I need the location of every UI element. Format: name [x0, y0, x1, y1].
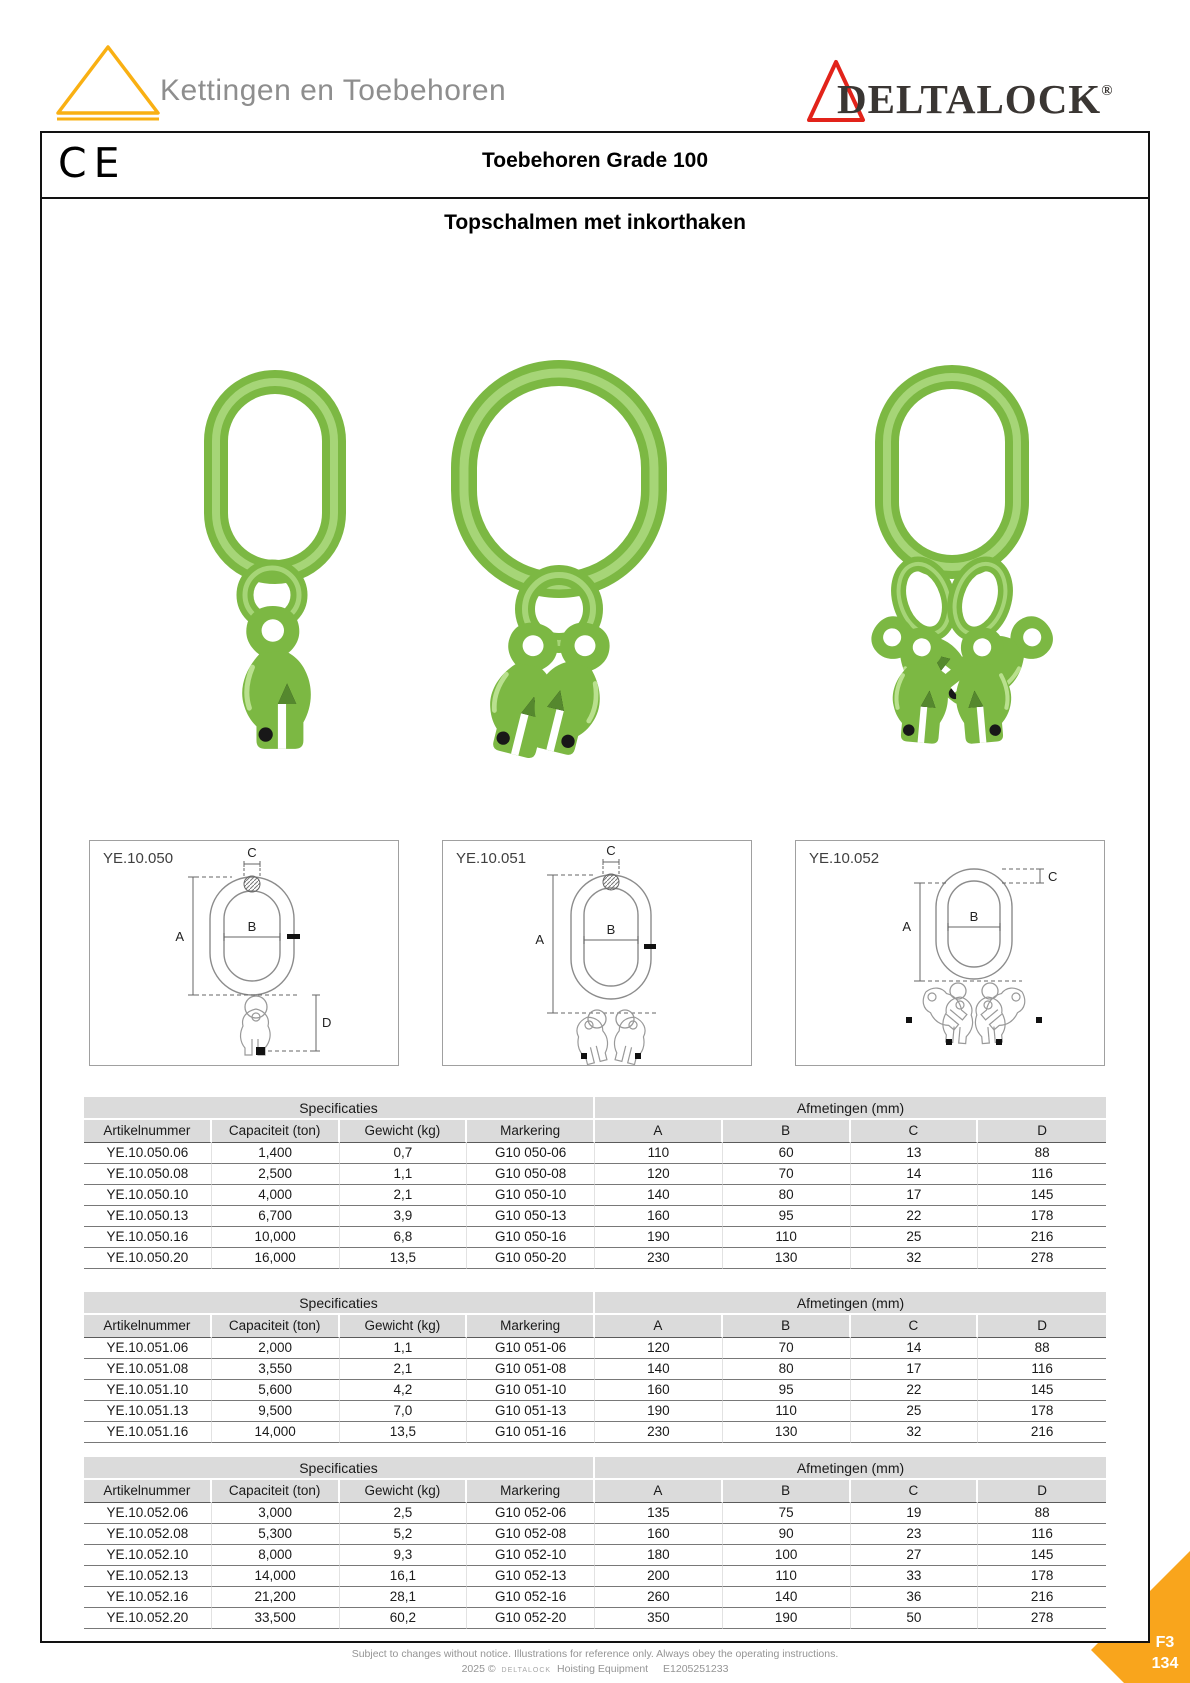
table-cell: 190	[595, 1227, 723, 1248]
table-cell: YE.10.051.16	[84, 1422, 212, 1443]
column-header-cell: Markering	[467, 1120, 595, 1143]
diagram-box-ye10051	[442, 840, 752, 1066]
table-cell: G10 051-16	[467, 1422, 595, 1443]
table-cell: 9,3	[340, 1545, 468, 1566]
table-cell: 110	[723, 1566, 851, 1587]
svg-text:A: A	[535, 932, 544, 947]
diagram-box-ye10050	[89, 840, 399, 1066]
table-cell: YE.10.052.16	[84, 1587, 212, 1608]
table-cell: 5,600	[212, 1380, 340, 1401]
svg-text:D: D	[322, 1015, 332, 1030]
table-cell: 17	[851, 1185, 979, 1206]
table-cell: 160	[595, 1206, 723, 1227]
table-cell: G10 051-06	[467, 1338, 595, 1359]
column-header-cell: B	[723, 1315, 851, 1338]
table-cell: 120	[595, 1164, 723, 1185]
table-cell: 6,700	[212, 1206, 340, 1227]
svg-text:C: C	[247, 845, 257, 860]
table-cell: 70	[723, 1164, 851, 1185]
table-cell: 1,1	[340, 1338, 468, 1359]
table-cell: G10 052-13	[467, 1566, 595, 1587]
table-cell: 2,000	[212, 1338, 340, 1359]
dimension-diagram	[796, 841, 1106, 1065]
table-cell: YE.10.052.13	[84, 1566, 212, 1587]
content-frame	[40, 131, 1150, 1643]
brand-name: DELTALOCK®	[837, 76, 1113, 122]
table-row	[84, 1608, 1106, 1629]
table-cell: 80	[723, 1359, 851, 1380]
table-row	[84, 1206, 1106, 1227]
table-cell: YE.10.052.08	[84, 1524, 212, 1545]
table-cell: 60	[723, 1143, 851, 1164]
column-header-cell: Artikelnummer	[84, 1315, 212, 1338]
diagram-label: YE.10.050	[103, 850, 174, 867]
product-photo-masterlink-four-hooks	[772, 337, 1152, 767]
table-cell: 116	[978, 1524, 1106, 1545]
column-header-cell: Gewicht (kg)	[340, 1480, 468, 1503]
diagram-label: YE.10.052	[809, 850, 880, 867]
svg-text:A: A	[902, 919, 911, 934]
table-cell: 230	[595, 1422, 723, 1443]
footer-copyright	[0, 1663, 1190, 1675]
table-cell: 88	[978, 1338, 1106, 1359]
table-row	[84, 1164, 1106, 1185]
table-cell: G10 051-10	[467, 1380, 595, 1401]
table-cell: 278	[978, 1608, 1106, 1629]
table-cell: 33,500	[212, 1608, 340, 1629]
table-cell: 50	[851, 1608, 979, 1629]
table-cell: 100	[723, 1545, 851, 1566]
column-header-cell: Artikelnummer	[84, 1480, 212, 1503]
column-header-cell: Capaciteit (ton)	[212, 1480, 340, 1503]
table-cell: YE.10.050.13	[84, 1206, 212, 1227]
table-cell: G10 050-20	[467, 1248, 595, 1269]
table-cell: 178	[978, 1566, 1106, 1587]
table-cell: 2,1	[340, 1185, 468, 1206]
table-cell: 25	[851, 1401, 979, 1422]
table-row	[84, 1401, 1106, 1422]
table-cell: 60,2	[340, 1608, 468, 1629]
table-cell: G10 051-13	[467, 1401, 595, 1422]
svg-text:A: A	[175, 929, 184, 944]
table-cell: YE.10.050.20	[84, 1248, 212, 1269]
table-cell: 216	[978, 1422, 1106, 1443]
table-cell: 80	[723, 1185, 851, 1206]
table-cell: YE.10.050.16	[84, 1227, 212, 1248]
table-cell: 200	[595, 1566, 723, 1587]
table-cell: 190	[723, 1608, 851, 1629]
column-header-cell: Capaciteit (ton)	[212, 1315, 340, 1338]
table-cell: 6,8	[340, 1227, 468, 1248]
footer-equipment: Hoisting Equipment	[557, 1663, 649, 1675]
table-cell: 2,5	[340, 1503, 468, 1524]
table-row	[84, 1524, 1106, 1545]
table-cell: 4,2	[340, 1380, 468, 1401]
table-cell: 33	[851, 1566, 979, 1587]
table-cell: 13,5	[340, 1422, 468, 1443]
table-cell: 2,500	[212, 1164, 340, 1185]
spec-table-ye10051	[84, 1292, 1106, 1443]
table-cell: 190	[595, 1401, 723, 1422]
table-cell: 130	[723, 1422, 851, 1443]
table-cell: 88	[978, 1503, 1106, 1524]
footer-brand-logo: DELTALOCK	[501, 1667, 552, 1674]
table-cell: G10 050-06	[467, 1143, 595, 1164]
page-tab-number: 134	[1151, 1655, 1179, 1672]
title-divider	[42, 197, 1148, 199]
column-header-cell: D	[978, 1120, 1106, 1143]
column-header-cell: Artikelnummer	[84, 1120, 212, 1143]
table-cell: 130	[723, 1248, 851, 1269]
column-header-cell: A	[595, 1480, 723, 1503]
table-row	[84, 1143, 1106, 1164]
table-cell: 10,000	[212, 1227, 340, 1248]
table-cell: YE.10.052.10	[84, 1545, 212, 1566]
table-cell: 75	[723, 1503, 851, 1524]
spec-table-ye10052	[84, 1457, 1106, 1629]
table-cell: 14	[851, 1164, 979, 1185]
table-cell: G10 052-08	[467, 1524, 595, 1545]
table-row	[84, 1587, 1106, 1608]
table-cell: 0,7	[340, 1143, 468, 1164]
footer-notice: Subject to changes without notice. Illustrations for reference only. Always obey the operating instructions.	[351, 1648, 839, 1660]
column-header-cell: Gewicht (kg)	[340, 1315, 468, 1338]
table-cell: 28,1	[340, 1587, 468, 1608]
table-row	[84, 1380, 1106, 1401]
table-cell: 110	[723, 1401, 851, 1422]
table-cell: 13	[851, 1143, 979, 1164]
group-header-cell: Afmetingen (mm)	[595, 1292, 1106, 1315]
table-cell: YE.10.051.08	[84, 1359, 212, 1380]
page-title: Toebehoren Grade 100	[481, 149, 709, 172]
svg-text:C: C	[1048, 869, 1058, 884]
table-cell: 178	[978, 1206, 1106, 1227]
svg-text:B: B	[606, 922, 616, 937]
table-cell: 1,400	[212, 1143, 340, 1164]
page-tab	[1140, 1632, 1190, 1674]
table-cell: YE.10.050.06	[84, 1143, 212, 1164]
page-subtitle: Topschalmen met inkorthaken	[444, 211, 746, 234]
table-cell: 17	[851, 1359, 979, 1380]
table-cell: 145	[978, 1545, 1106, 1566]
table-cell: 27	[851, 1545, 979, 1566]
spec-table-ye10050	[84, 1097, 1106, 1269]
table-cell: G10 052-20	[467, 1608, 595, 1629]
table-cell: YE.10.051.06	[84, 1338, 212, 1359]
column-header-cell: C	[851, 1120, 979, 1143]
table-cell: 178	[978, 1401, 1106, 1422]
diagram-box-ye10052	[795, 840, 1105, 1066]
table-cell: G10 052-16	[467, 1587, 595, 1608]
table-cell: 180	[595, 1545, 723, 1566]
table-row	[84, 1359, 1106, 1380]
table-cell: 32	[851, 1248, 979, 1269]
table-cell: 1,1	[340, 1164, 468, 1185]
dimension-diagram	[443, 841, 753, 1065]
table-cell: 3,550	[212, 1359, 340, 1380]
table-row	[84, 1185, 1106, 1206]
table-cell: 3,9	[340, 1206, 468, 1227]
table-cell: 14,000	[212, 1422, 340, 1443]
table-cell: 140	[595, 1359, 723, 1380]
table-row	[84, 1227, 1106, 1248]
table-cell: YE.10.050.10	[84, 1185, 212, 1206]
table-cell: YE.10.052.20	[84, 1608, 212, 1629]
svg-text:B: B	[969, 909, 979, 924]
product-photo-masterlink-two-hooks	[442, 337, 742, 767]
column-header-cell: B	[723, 1120, 851, 1143]
table-cell: 216	[978, 1227, 1106, 1248]
table-cell: 95	[723, 1206, 851, 1227]
table-cell: YE.10.051.13	[84, 1401, 212, 1422]
group-header-cell: Specificaties	[84, 1097, 595, 1120]
table-row	[84, 1422, 1106, 1443]
spec-table	[84, 1457, 1106, 1629]
svg-text:C: C	[606, 843, 616, 858]
table-cell: 8,000	[212, 1545, 340, 1566]
table-cell: 4,000	[212, 1185, 340, 1206]
table-cell: 145	[978, 1185, 1106, 1206]
table-cell: 350	[595, 1608, 723, 1629]
table-cell: G10 050-16	[467, 1227, 595, 1248]
section-title: Kettingen en Toebehoren	[160, 74, 507, 107]
table-cell: 110	[595, 1143, 723, 1164]
table-cell: G10 051-08	[467, 1359, 595, 1380]
table-cell: 95	[723, 1380, 851, 1401]
table-cell: 140	[723, 1587, 851, 1608]
table-cell: 116	[978, 1359, 1106, 1380]
column-header-cell: C	[851, 1315, 979, 1338]
table-cell: 145	[978, 1380, 1106, 1401]
table-cell: 16,000	[212, 1248, 340, 1269]
table-row	[84, 1566, 1106, 1587]
column-header-cell: A	[595, 1315, 723, 1338]
table-cell: 135	[595, 1503, 723, 1524]
table-cell: G10 050-13	[467, 1206, 595, 1227]
table-cell: 160	[595, 1524, 723, 1545]
table-cell: G10 050-10	[467, 1185, 595, 1206]
table-cell: 22	[851, 1206, 979, 1227]
column-header-cell: D	[978, 1315, 1106, 1338]
table-cell: G10 050-08	[467, 1164, 595, 1185]
table-cell: 14,000	[212, 1566, 340, 1587]
footer-year: 2025 ©	[461, 1663, 496, 1675]
table-cell: 120	[595, 1338, 723, 1359]
table-cell: 88	[978, 1143, 1106, 1164]
table-cell: 9,500	[212, 1401, 340, 1422]
column-header-cell: C	[851, 1480, 979, 1503]
table-cell: 278	[978, 1248, 1106, 1269]
table-cell: 23	[851, 1524, 979, 1545]
table-cell: 32	[851, 1422, 979, 1443]
table-cell: 5,2	[340, 1524, 468, 1545]
table-cell: YE.10.052.06	[84, 1503, 212, 1524]
column-header-cell: A	[595, 1120, 723, 1143]
table-cell: 36	[851, 1587, 979, 1608]
table-cell: 13,5	[340, 1248, 468, 1269]
group-header-cell: Specificaties	[84, 1292, 595, 1315]
svg-text:B: B	[247, 919, 257, 934]
table-cell: 90	[723, 1524, 851, 1545]
group-header-cell: Afmetingen (mm)	[595, 1457, 1106, 1480]
table-cell: 116	[978, 1164, 1106, 1185]
yellow-triangle-logo	[52, 42, 164, 128]
table-cell: 16,1	[340, 1566, 468, 1587]
table-cell: G10 052-06	[467, 1503, 595, 1524]
registered-mark: ®	[1101, 83, 1113, 99]
table-cell: 2,1	[340, 1359, 468, 1380]
table-row	[84, 1248, 1106, 1269]
product-photo-masterlink-one-hook	[172, 352, 432, 752]
table-cell: 19	[851, 1503, 979, 1524]
table-cell: 5,300	[212, 1524, 340, 1545]
table-cell: YE.10.051.10	[84, 1380, 212, 1401]
table-cell: 7,0	[340, 1401, 468, 1422]
group-header-cell: Afmetingen (mm)	[595, 1097, 1106, 1120]
table-cell: 260	[595, 1587, 723, 1608]
dimension-diagram	[90, 841, 400, 1065]
brand-logo	[805, 58, 1113, 126]
column-header-cell: B	[723, 1480, 851, 1503]
table-cell: 21,200	[212, 1587, 340, 1608]
diagram-label: YE.10.051	[456, 850, 527, 867]
table-cell: YE.10.050.08	[84, 1164, 212, 1185]
column-header-cell: Markering	[467, 1480, 595, 1503]
table-cell: 110	[723, 1227, 851, 1248]
spec-table	[84, 1292, 1106, 1443]
spec-table	[84, 1097, 1106, 1269]
table-row	[84, 1545, 1106, 1566]
column-header-cell: Gewicht (kg)	[340, 1120, 468, 1143]
table-cell: 140	[595, 1185, 723, 1206]
table-cell: 70	[723, 1338, 851, 1359]
table-cell: 3,000	[212, 1503, 340, 1524]
table-row	[84, 1338, 1106, 1359]
column-header-cell: Markering	[467, 1315, 595, 1338]
group-header-cell: Specificaties	[84, 1457, 595, 1480]
column-header-cell: Capaciteit (ton)	[212, 1120, 340, 1143]
table-cell: 25	[851, 1227, 979, 1248]
table-cell: 14	[851, 1338, 979, 1359]
footer-doc-code: E1205251233	[663, 1663, 729, 1675]
table-cell: 216	[978, 1587, 1106, 1608]
table-row	[84, 1503, 1106, 1524]
table-cell: 230	[595, 1248, 723, 1269]
table-cell: 22	[851, 1380, 979, 1401]
table-cell: G10 052-10	[467, 1545, 595, 1566]
table-cell: 160	[595, 1380, 723, 1401]
page-tab-code: F3	[1155, 1634, 1175, 1651]
ce-mark: CE	[58, 139, 127, 187]
column-header-cell: D	[978, 1480, 1106, 1503]
